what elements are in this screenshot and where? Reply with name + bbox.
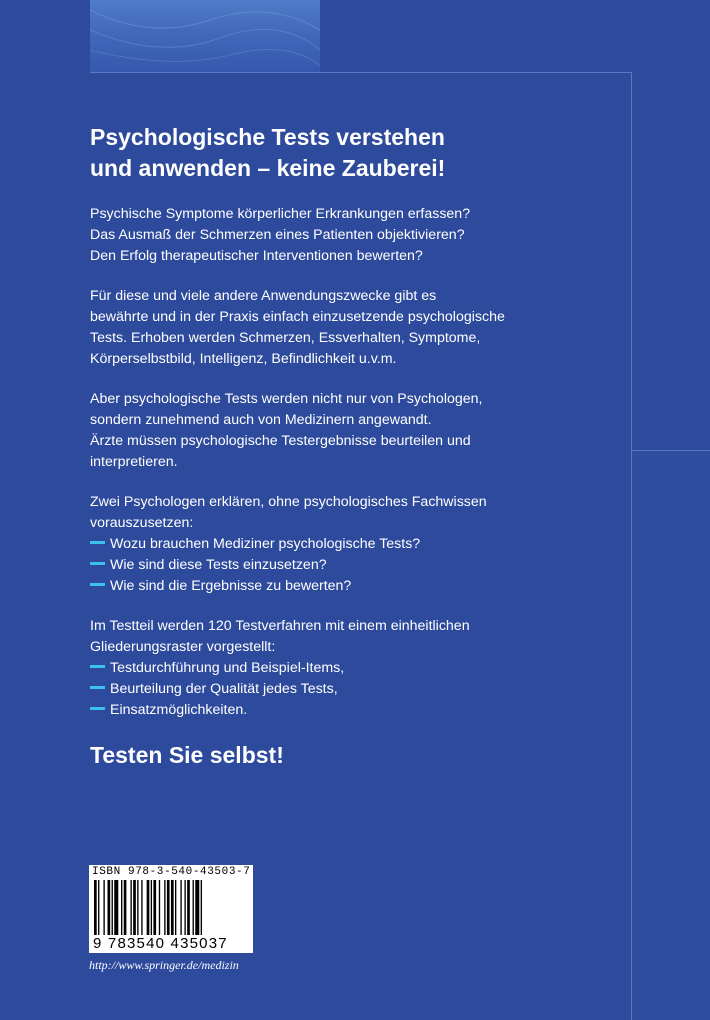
question: Den Erfolg therapeutischer Interventionen bewerten?: [90, 248, 423, 264]
barcode-bar: [124, 880, 127, 942]
barcode-bar: [94, 880, 97, 942]
back-cover-text: [90, 122, 610, 770]
paragraph-applications: [90, 286, 610, 370]
isbn-barcode: [89, 865, 253, 953]
bullet-item: [90, 555, 610, 576]
bullet-item: [90, 679, 610, 700]
barcode-bar: [175, 880, 176, 942]
barcode-bars-icon: [92, 880, 250, 942]
text-line: Körperselbstbild, Intelligenz, Befindlichkeit u.v.m.: [90, 351, 397, 367]
text-line: Tests. Erhoben werden Schmerzen, Essverhalten, Symptome,: [90, 330, 481, 346]
barcode-bar: [130, 880, 131, 942]
isbn-label: ISBN 978-3-540-43503-7: [92, 866, 251, 878]
question: Psychische Symptome körperlicher Erkrankungen erfassen?: [90, 206, 471, 222]
dash-bullet-icon: [90, 686, 105, 689]
closing-slogan: Testen Sie selbst!: [90, 742, 284, 768]
bullet-text: Wie sind diese Tests einzusetzen?: [110, 557, 327, 573]
barcode-bar: [184, 880, 185, 942]
publisher-url[interactable]: http://www.springer.de/medizin: [89, 958, 239, 972]
headline-line-2: und anwenden – keine Zauberei!: [90, 155, 446, 181]
bullet-text: Wozu brauchen Mediziner psychologische Tests?: [110, 536, 421, 552]
barcode-bar: [195, 880, 199, 942]
dash-bullet-icon: [90, 665, 105, 668]
barcode-digits: 9 783540 435037: [93, 935, 228, 952]
dash-bullet-icon: [90, 707, 105, 710]
top-decorative-band: [90, 0, 320, 72]
barcode-bar: [167, 880, 170, 942]
bullet-item: [90, 700, 610, 721]
bullet-text: Wie sind die Ergebnisse zu bewerten?: [110, 578, 352, 594]
barcode-bar: [171, 880, 174, 942]
barcode-bar: [151, 880, 152, 942]
bullet-item: [90, 576, 610, 597]
text-line: Für diese und viele andere Anwendungszwecke gibt es: [90, 288, 437, 304]
intro-questions: [90, 204, 610, 267]
text-line: interpretieren.: [90, 454, 178, 470]
barcode-bar: [133, 880, 136, 942]
text-line: bewährte und in der Praxis einfach einzusetzende psychologische: [90, 309, 505, 325]
paragraph-test-section: [90, 616, 610, 721]
barcode-bar: [141, 880, 142, 942]
barcode-bar: [159, 880, 160, 942]
bullet-item: [90, 534, 610, 555]
paragraph-authors: [90, 492, 610, 597]
wave-pattern: [90, 0, 320, 72]
barcode-bar: [108, 880, 111, 942]
bullet-text: Testdurchführung und Beispiel-Items,: [110, 660, 345, 676]
barcode-bar: [147, 880, 150, 942]
headline: [90, 122, 610, 184]
barcode-bar: [201, 880, 202, 942]
headline-line-1: Psychologische Tests verstehen: [90, 124, 445, 150]
barcode-bar: [114, 880, 118, 942]
text-line: sondern zunehmend auch von Medizinern angewandt.: [90, 412, 432, 428]
frame-line-top: [90, 72, 632, 73]
text-line: Aber psychologische Tests werden nicht nur von Psychologen,: [90, 391, 483, 407]
dash-bullet-icon: [90, 562, 105, 565]
bullet-item: [90, 658, 610, 679]
barcode-bar: [187, 880, 190, 942]
paragraph-physicians: [90, 389, 610, 473]
barcode-bar: [180, 880, 181, 942]
right-block-divider: [632, 450, 710, 451]
bullet-text: Beurteilung der Qualität jedes Tests,: [110, 681, 338, 697]
question: Das Ausmaß der Schmerzen eines Patienten objektivieren?: [90, 227, 465, 243]
barcode-bar: [153, 880, 156, 942]
dash-bullet-icon: [90, 541, 105, 544]
dash-bullet-icon: [90, 583, 105, 586]
barcode-bar: [112, 880, 113, 942]
barcode-bar: [98, 880, 99, 942]
text-line: Zwei Psychologen erklären, ohne psychologisches Fachwissen: [90, 494, 487, 510]
right-side-block: [632, 450, 710, 1020]
text-line: Ärzte müssen psychologische Testergebnisse beurteilen und: [90, 433, 471, 449]
text-line: vorauszusetzen:: [90, 515, 194, 531]
barcode-bar: [137, 880, 138, 942]
text-line: Im Testteil werden 120 Testverfahren mit einem einheitlichen: [90, 618, 470, 634]
text-line: Gliederungsraster vorgestellt:: [90, 639, 276, 655]
barcode-bar: [103, 880, 104, 942]
barcode-bar: [193, 880, 194, 942]
barcode-bar: [121, 880, 122, 942]
barcode-bar: [164, 880, 165, 942]
bullet-text: Einsatzmöglichkeiten.: [110, 702, 248, 718]
